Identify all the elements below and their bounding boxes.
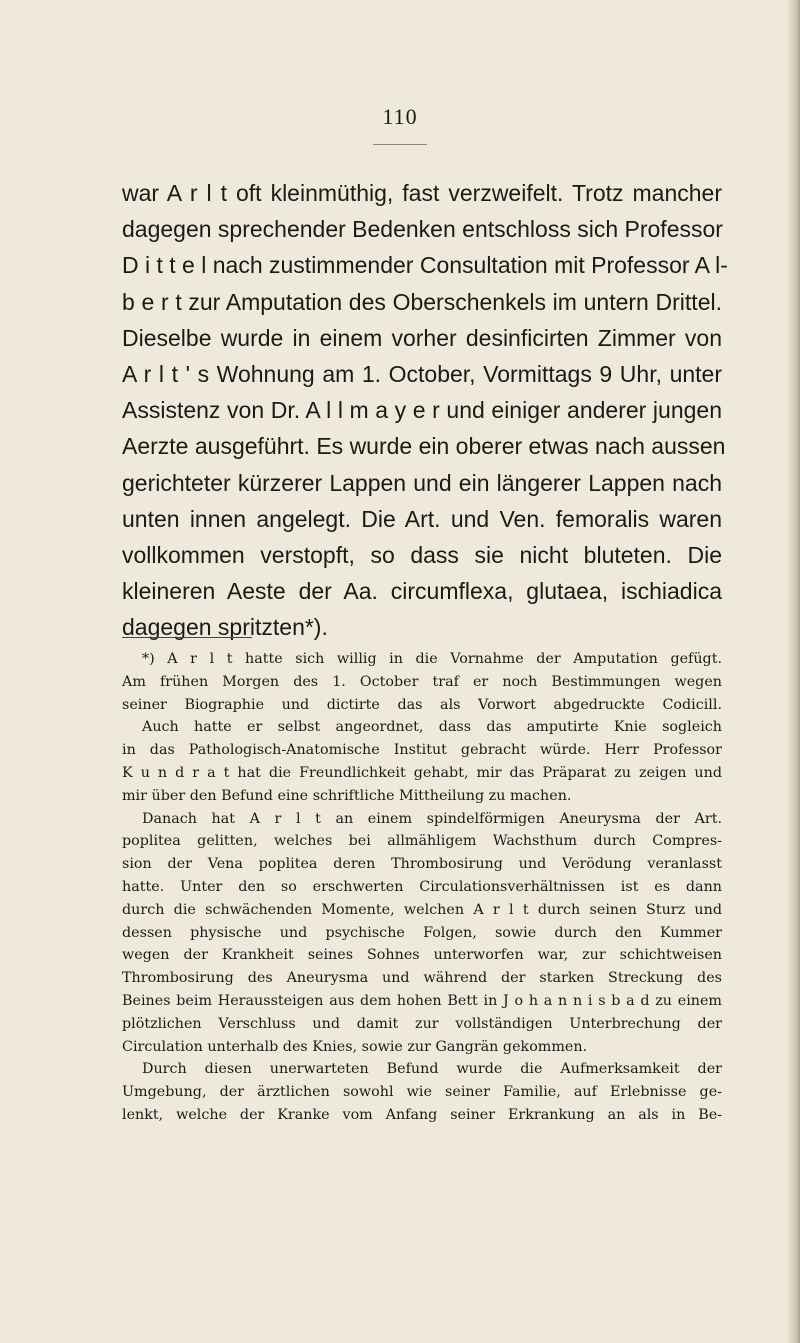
footnote-line: seiner Biographie und dictirte das als Vorwort abgedruckte Codicill. (122, 696, 722, 713)
main-line: A r l t ' s Wohnung am 1. October, Vormittags 9 Uhr, unter (122, 360, 722, 387)
main-line: Dieselbe wurde in einem vorher desinficirten Zimmer von (122, 324, 722, 351)
footnote-line: wegen der Krankheit seines Sohnes unterworfen war, zur schichtweisen (122, 947, 722, 964)
main-line: Assistenz von Dr. A l l m a y e r und einiger anderer jungen (122, 397, 722, 424)
main-line: dagegen spritzten*). (122, 614, 328, 641)
footnote-line: hatte. Unter den so erschwerten Circulationsverhältnissen ist es dann (122, 878, 722, 895)
page-edge-shadow (786, 0, 800, 1343)
page-number-rule (373, 144, 427, 145)
footnote-rule (122, 637, 252, 638)
main-line: vollkommen verstopft, so dass sie nicht bluteten. Die (122, 541, 722, 568)
main-line: dagegen sprechender Bedenken entschloss sich Professor (122, 216, 723, 243)
footnote-line: mir über den Befund eine schriftliche Mittheilung zu machen. (122, 787, 572, 804)
main-line: Aerzte ausgeführt. Es wurde ein oberer etwas nach aussen (122, 433, 726, 460)
footnote (122, 648, 722, 1127)
footnote-line: dessen physische und psychische Folgen, sowie durch den Kummer (122, 924, 722, 941)
footnote-line: Am frühen Morgen des 1. October traf er noch Bestimmungen wegen (122, 673, 722, 690)
footnote-line: K u n d r a t hat die Freundlichkeit gehabt, mir das Präparat zu zeigen und (122, 764, 722, 781)
footnote-line: *) A r l t hatte sich willig in die Vornahme der Amputation gefügt. (142, 651, 722, 667)
footnote-line: Danach hat A r l t an einem spindelförmigen Aneurysma der Art. (142, 810, 722, 827)
main-line: D i t t e l nach zustimmender Consultation mit Professor A l- (122, 252, 728, 279)
page-number: 110 (382, 104, 418, 129)
footnote-line: in das Pathologisch-Anatomische Institut gebracht würde. Herr Professor (122, 742, 722, 759)
footnote-line: Circulation unterhalb des Knies, sowie zur Gangrän gekommen. (122, 1038, 588, 1055)
footnote-line: sion der Vena poplitea deren Thrombosirung und Verödung veranlasst (122, 856, 722, 873)
footnote-line: Beines beim Heraussteigen aus dem hohen Bett in J o h a n n i s b a d zu einem (122, 992, 722, 1009)
main-line: unten innen angelegt. Die Art. und Ven. femoralis waren (122, 505, 722, 532)
main-line: kleineren Aeste der Aa. circumflexa, glutaea, ischiadica (122, 578, 722, 605)
main-line: gerichteter kürzerer Lappen und ein längerer Lappen nach (122, 469, 722, 496)
main-line: war A r l t oft kleinmüthig, fast verzweifelt. Trotz mancher (122, 180, 722, 206)
footnote-line: lenkt, welche der Kranke vom Anfang seiner Erkrankung an als in Be- (122, 1106, 722, 1123)
footnote-line: Thrombosirung des Aneurysma und während der starken Streckung des (122, 970, 722, 987)
main-line: b e r t zur Amputation des Oberschenkels im untern Drittel. (122, 288, 722, 315)
footnote-line: Umgebung, der ärztlichen sowohl wie seiner Familie, auf Erlebnisse ge- (122, 1084, 722, 1101)
footnote-line: Auch hatte er selbst angeordnet, dass das amputirte Knie sogleich (142, 719, 722, 736)
footnote-line: poplitea gelitten, welches bei allmähligem Wachsthum durch Compres- (122, 833, 722, 850)
footnote-line: durch die schwächenden Momente, welchen A r l t durch seinen Sturz und (122, 901, 722, 918)
main-paragraph (122, 175, 728, 645)
footnote-line: plötzlichen Verschluss und damit zur vollständigen Unterbrechung der (122, 1015, 722, 1032)
footnote-line: Durch diesen unerwarteten Befund wurde die Aufmerksamkeit der (142, 1061, 722, 1078)
